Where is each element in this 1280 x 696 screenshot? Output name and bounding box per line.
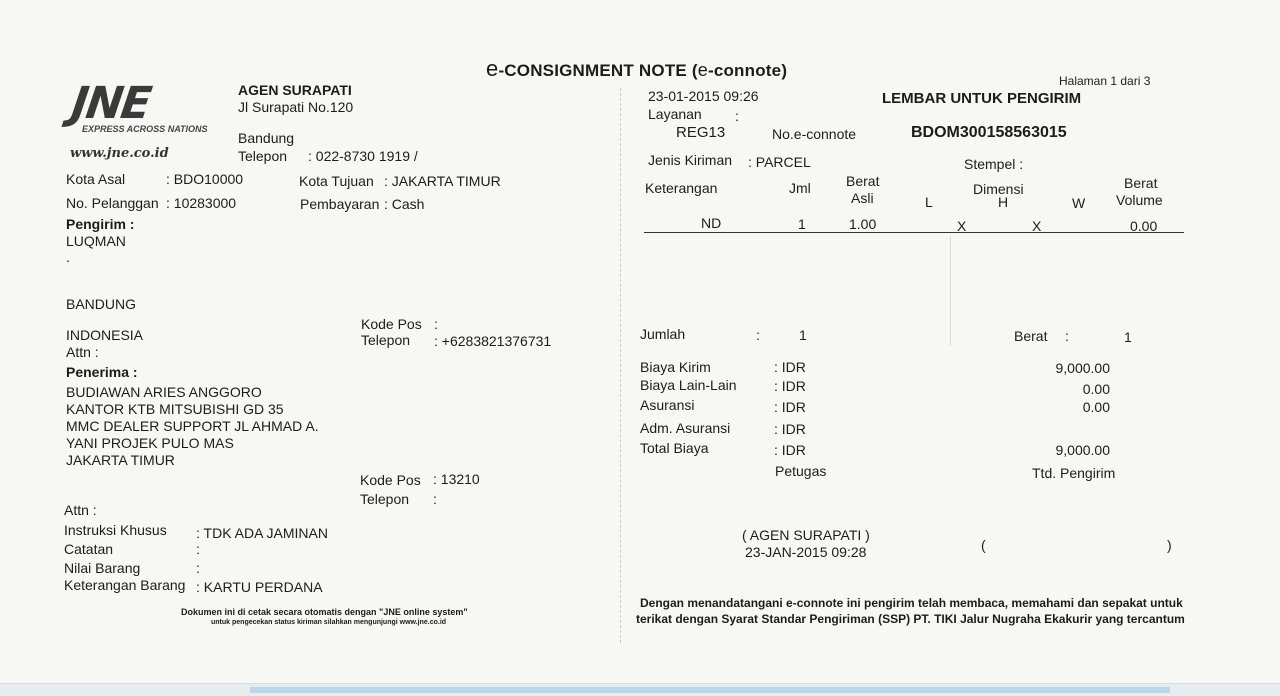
th-berat-2: Asli — [851, 190, 874, 206]
sender-kode-pos-label: Kode Pos — [361, 316, 422, 332]
adm-asuransi-label: Adm. Asuransi — [640, 420, 731, 436]
penerima-label: Penerima : — [66, 364, 138, 380]
sender-kode-pos-value: : — [434, 316, 438, 332]
receiver-line-5: JAKARTA TIMUR — [66, 452, 175, 468]
th-berat-1: Berat — [846, 173, 880, 189]
total-biaya-value: 9,000.00 — [1055, 442, 1110, 458]
pengirim-label: Pengirim : — [66, 216, 135, 232]
nilai-barang-value: : — [196, 560, 200, 576]
receiver-line-3: MMC DEALER SUPPORT JL AHMAD A. — [66, 418, 319, 434]
no-pelanggan-label: No. Pelanggan — [66, 195, 159, 211]
sender-telepon-label: Telepon — [361, 332, 411, 348]
keterangan-barang-value: : KARTU PERDANA — [196, 579, 323, 595]
td-berat: 1.00 — [849, 216, 877, 232]
th-keterangan: Keterangan — [645, 180, 718, 196]
receiver-line-4: YANI PROJEK PULO MAS — [66, 435, 234, 451]
th-w: W — [1072, 195, 1086, 211]
instruksi-label: Instruksi Khusus — [64, 522, 167, 538]
agent-city: Bandung — [238, 130, 295, 146]
jenis-kiriman-label: Jenis Kiriman — [648, 152, 733, 168]
stempel-label: Stempel : — [964, 156, 1024, 172]
connote-label: No.e-connote — [772, 126, 857, 142]
nilai-barang-label: Nilai Barang — [64, 560, 141, 576]
biaya-kirim-value: 9,000.00 — [1055, 360, 1110, 376]
table-rule — [644, 232, 1184, 233]
connote-number: BDOM300158563015 — [911, 124, 1067, 141]
ttd-pengirim-label: Ttd. Pengirim — [1032, 465, 1116, 481]
print-datetime: 23-01-2015 09:26 — [648, 88, 759, 104]
sender-signature-open: ( — [981, 537, 986, 553]
document-title: e-CONSIGNMENT NOTE (e-connote) — [486, 56, 788, 81]
receiver-attn: Attn : — [64, 502, 97, 518]
jne-logo — [68, 78, 218, 164]
table-divider — [950, 236, 951, 346]
berat-value: 1 — [1124, 329, 1132, 345]
receiver-telepon-value: : — [433, 491, 437, 507]
total-biaya-label: Total Biaya — [640, 440, 709, 456]
kota-asal-label: Kota Asal — [66, 171, 126, 187]
td-jml: 1 — [798, 216, 806, 232]
lembar-title: LEMBAR UNTUK PENGIRIM — [882, 90, 1082, 107]
td-x-2: X — [1032, 218, 1042, 234]
th-jml: Jml — [789, 180, 811, 196]
kota-asal-value: : BDO10000 — [166, 171, 244, 187]
agent-name: AGEN SURAPATI — [238, 82, 352, 98]
adm-asuransi-currency: : IDR — [774, 421, 806, 437]
th-dimensi: Dimensi — [973, 181, 1024, 197]
agent-address: Jl Surapati No.120 — [238, 99, 354, 115]
sender-name: LUQMAN — [66, 233, 126, 249]
th-l: L — [925, 194, 933, 210]
pembayaran-value: : Cash — [384, 196, 425, 212]
biaya-kirim-currency: : IDR — [774, 359, 806, 375]
jumlah-label: Jumlah — [640, 326, 686, 342]
keterangan-barang-label: Keterangan Barang — [64, 577, 186, 593]
scan-edge — [0, 683, 1280, 696]
biaya-lain-currency: : IDR — [774, 378, 806, 394]
halaman: Halaman 1 dari 3 — [1059, 74, 1151, 88]
catatan-label: Catatan — [64, 541, 114, 557]
agent-phone-value: : 022-8730 1919 / — [308, 148, 418, 164]
instruksi-value: : TDK ADA JAMINAN — [196, 525, 328, 541]
agent-phone-label: Telepon — [238, 148, 288, 164]
receiver-kode-pos-label: Kode Pos — [360, 472, 421, 488]
receiver-line-2: KANTOR KTB MITSUBISHI GD 35 — [66, 401, 284, 417]
biaya-kirim-label: Biaya Kirim — [640, 359, 711, 375]
kota-tujuan-label: Kota Tujuan — [299, 173, 374, 189]
asuransi-currency: : IDR — [774, 399, 806, 415]
service-code: REG13 — [676, 124, 726, 141]
jenis-kiriman-value: : PARCEL — [748, 154, 811, 170]
jumlah-colon: : — [756, 327, 760, 343]
no-pelanggan-value: : 10283000 — [166, 195, 237, 211]
receiver-line-1: BUDIAWAN ARIES ANGGORO — [66, 384, 262, 400]
th-volume-2: Volume — [1116, 192, 1163, 208]
layanan-colon: : — [735, 108, 739, 124]
asuransi-label: Asuransi — [640, 397, 695, 413]
biaya-lain-value: 0.00 — [1082, 381, 1110, 397]
footer-right-line-1: Dengan menandatangani e-connote ini pengirim telah membaca, memahami dan sepakat untuk — [640, 596, 1183, 610]
td-x-1: X — [957, 218, 967, 234]
footer-right-line-2: terikat dengan Syarat Standar Pengiriman (SSP) PT. TIKI Jalur Nugraha Ekakurir yang tercantum — [636, 612, 1185, 626]
sender-signature-close: ) — [1167, 537, 1172, 553]
receiver-telepon-label: Telepon — [360, 491, 410, 507]
biaya-lain-label: Biaya Lain-Lain — [640, 377, 737, 393]
layanan-label: Layanan — [648, 106, 702, 122]
sender-country: INDONESIA — [66, 327, 144, 343]
footer-left-line-2: untuk pengecekan status kiriman silahkan mengunjungi www.jne.co.id — [211, 619, 447, 626]
petugas-label: Petugas — [775, 463, 827, 479]
column-divider — [620, 88, 621, 643]
agent-signature-date: 23-JAN-2015 09:28 — [745, 544, 867, 560]
sender-city: BANDUNG — [66, 296, 137, 312]
logo-brand: JNE — [68, 78, 153, 129]
sender-telepon-value: : +6283821376731 — [434, 333, 552, 349]
th-volume-1: Berat — [1124, 175, 1158, 191]
pembayaran-label: Pembayaran — [300, 196, 380, 212]
td-keterangan: ND — [701, 215, 722, 231]
sender-attn: Attn : — [66, 344, 99, 360]
receiver-kode-pos-value: : 13210 — [433, 471, 480, 487]
kota-tujuan-value: : JAKARTA TIMUR — [384, 173, 501, 189]
jumlah-value: 1 — [799, 327, 807, 343]
sender-address-line: . — [66, 249, 70, 265]
th-h: H — [998, 194, 1009, 210]
total-biaya-currency: : IDR — [774, 442, 806, 458]
logo-tagline: EXPRESS ACROSS NATIONS — [82, 124, 208, 134]
berat-colon: : — [1065, 328, 1069, 344]
catatan-value: : — [196, 541, 200, 557]
footer-left-line-1: Dokumen ini di cetak secara otomatis dengan "JNE online system" — [181, 607, 468, 617]
logo-url: www.jne.co.id — [70, 146, 169, 161]
berat-label: Berat — [1014, 328, 1048, 344]
td-volume: 0.00 — [1130, 218, 1158, 234]
agent-signature: ( AGEN SURAPATI ) — [742, 527, 870, 543]
asuransi-value: 0.00 — [1082, 399, 1110, 415]
